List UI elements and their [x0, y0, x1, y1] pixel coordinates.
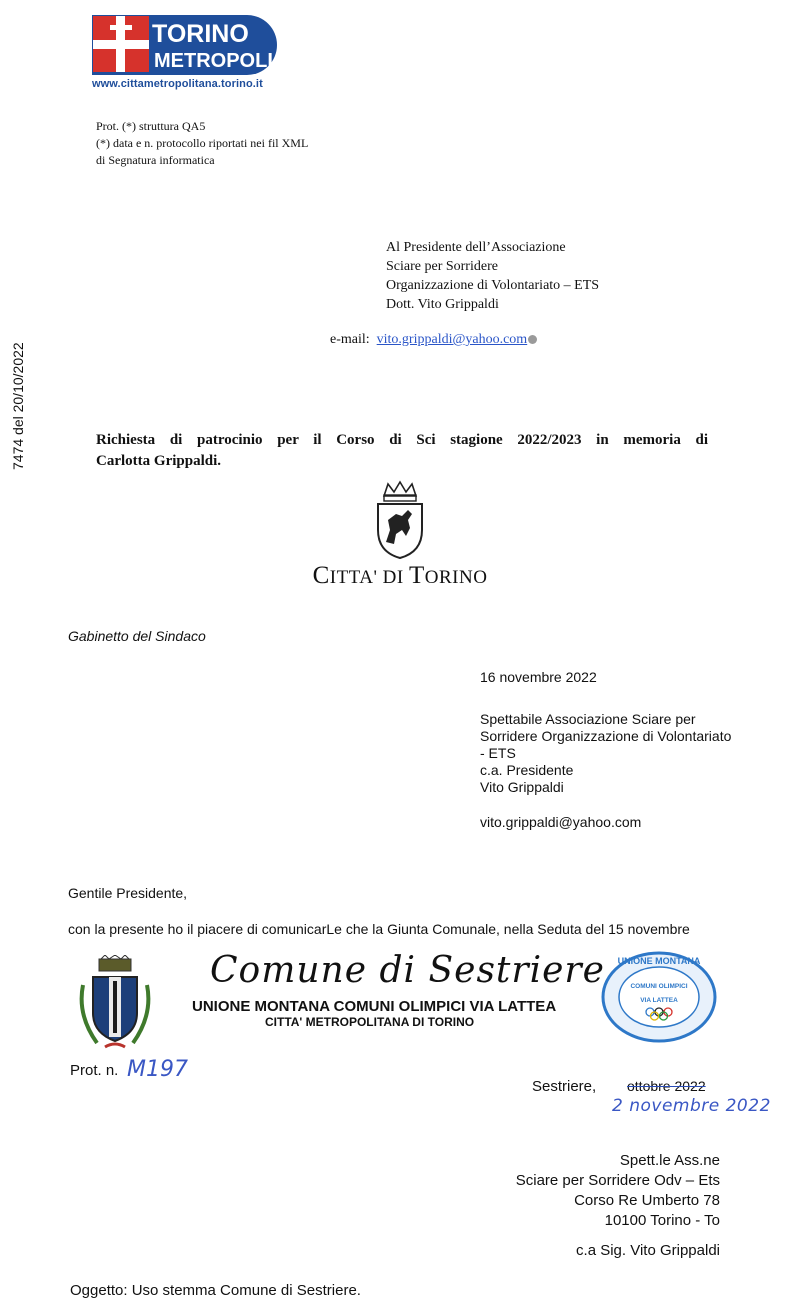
letter2-recip-line4: c.a. Presidente: [480, 762, 574, 778]
letter3-attention: c.a Sig. Vito Grippaldi: [576, 1242, 720, 1259]
recipient-line3: Organizzazione di Volontariato – ETS: [386, 278, 600, 293]
greeting: Gentile Presidente,: [68, 885, 188, 901]
logo-line1: TORINO: [152, 20, 249, 48]
recipient-line4: Dott. Vito Grippaldi: [386, 297, 499, 312]
letter2-recip-line2: Sorridere Organizzazione di Volontariato: [480, 728, 732, 744]
unione-montana-line: UNIONE MONTANA COMUNI OLIMPICI VIA LATTEA: [192, 998, 557, 1015]
citta-di: ' DI: [373, 567, 409, 588]
torino-metropoli-logo: [92, 15, 277, 75]
prot-number-handwritten: M197: [127, 1057, 188, 1082]
protocol-line2: (*) data e n. protocollo riportati nei fil XML: [96, 136, 309, 150]
citta-t: T: [408, 562, 425, 589]
citta-c: C: [312, 562, 330, 589]
oggetto-line: Oggetto: Uso stemma Comune di Sestriere.: [70, 1282, 361, 1299]
sestriere-place: Sestriere,: [532, 1078, 597, 1095]
seal-mid2-text: VIA LATTEA: [640, 997, 678, 1004]
comune-sestriere-title: Comune di Sestriere: [210, 950, 605, 991]
subject-line1: Richiesta di patrocinio per il Corso di Sci stagione 2022/2023 in memoria di: [96, 432, 708, 448]
recipient-line1: Al Presidente dell’Associazione: [386, 240, 566, 255]
subject: [96, 430, 708, 472]
handwritten-date: 2 novembre 2022: [612, 1096, 771, 1116]
letter3-recip-line2: Sciare per Sorridere Odv – Ets: [515, 1172, 720, 1189]
email-label: e-mail:: [330, 332, 370, 347]
logo-line2: METROPOLI: [154, 50, 273, 72]
seal-top-text: UNIONE MONTANA: [617, 956, 701, 966]
letter2-date: 16 novembre 2022: [480, 669, 597, 685]
email-row: [330, 332, 537, 348]
unione-montana-seal-icon: [600, 950, 718, 1045]
torino-bull-crest-icon: [372, 480, 428, 560]
protocol-line3: di Segnatura informatica: [96, 153, 215, 167]
logo-url: www.cittametropolitana.torino.it: [92, 78, 263, 90]
citta-di-torino-title: [0, 562, 800, 590]
email-link[interactable]: vito.grippaldi@yahoo.com: [376, 332, 528, 347]
sestriere-crest-icon: [75, 955, 155, 1055]
side-protocol-stamp: [6, 342, 30, 620]
protocol-block: [96, 118, 308, 169]
letter3-recip-line3: Corso Re Umberto 78: [574, 1192, 720, 1209]
letter2-email: vito.grippaldi@yahoo.com: [480, 814, 642, 830]
seal-mid1-text: COMUNI OLIMPICI: [630, 983, 688, 990]
recipient-address: [386, 238, 599, 314]
mail-icon: [528, 335, 537, 344]
citta-metropolitana-line: CITTA' METROPOLITANA DI TORINO: [265, 1015, 475, 1029]
letter3-recip-line1: Spett.le Ass.ne: [619, 1152, 720, 1169]
protocol-line1: Prot. (*) struttura QA5: [96, 119, 206, 133]
recipient-line2: Sciare per Sorridere: [386, 259, 498, 274]
letter3-recipient: [480, 1151, 720, 1231]
struck-date: ottobre 2022: [627, 1078, 706, 1094]
letter3-recip-line4: 10100 Torino - To: [604, 1212, 720, 1229]
subject-line2: Carlotta Grippaldi.: [96, 453, 222, 469]
gabinetto-label: Gabinetto del Sindaco: [68, 628, 206, 644]
citta-itta: ITTA: [329, 567, 374, 588]
side-protocol-text: 7474 del 20/10/2022: [10, 342, 26, 470]
letter2-body: con la presente ho il piacere di comunicarLe che la Giunta Comunale, nella Seduta del 15 novembre: [68, 921, 690, 937]
letter2-recip-line3: - ETS: [480, 745, 516, 761]
citta-orino: ORINO: [424, 567, 488, 588]
letter2-recipient: [480, 711, 731, 796]
letter2-recip-line1: Spettabile Associazione Sciare per: [480, 711, 696, 727]
prot-label: Prot. n.: [70, 1062, 119, 1079]
letter2-recip-line5: Vito Grippaldi: [480, 779, 564, 795]
